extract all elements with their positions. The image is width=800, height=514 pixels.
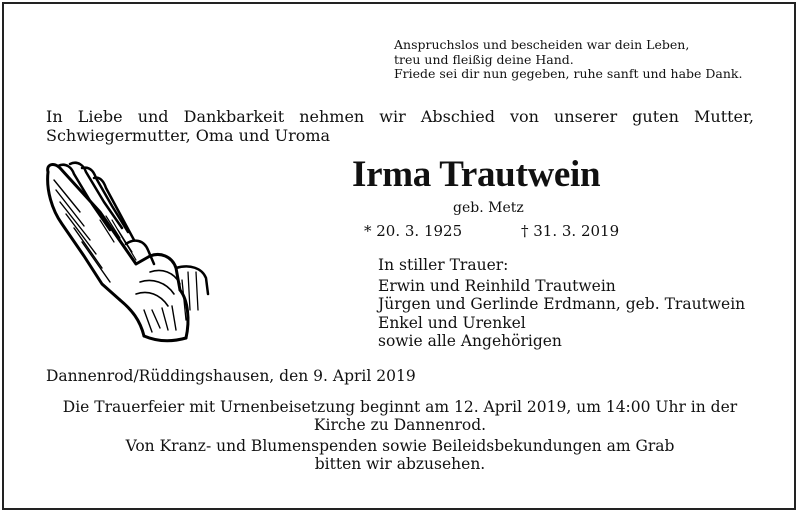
death-date: † 31. 3. 2019 [521,222,620,240]
mourners-heading: In stiller Trauer: [378,256,509,274]
funeral-notice-line: Kirche zu Dannenrod. [313,415,487,434]
donation-notice-line: bitten wir abzusehen. [314,454,486,473]
intro-line: In Liebe und Dankbarkeit nehmen wir Abschied von unserer guten Mutter, [46,107,754,126]
praying-hands-icon [40,160,210,345]
verse-line: Anspruchslos und bescheiden war dein Leben, [394,37,690,52]
funeral-notice [40,399,760,434]
birth-date: * 20. 3. 1925 [364,222,463,240]
donation-notice-line: Von Kranz- und Blumenspenden sowie Beileidsbekundungen am Grab [125,437,675,455]
donation-notice [40,438,760,473]
intro-text [46,108,754,145]
mourners-list [378,256,745,351]
verse [394,38,774,82]
maiden-name: geb. Metz [453,200,524,216]
mourner-line: sowie alle Angehörigen [378,332,562,350]
verse-line: treu und fleißig deine Hand. [394,51,574,67]
funeral-notice-line: Die Trauerfeier mit Urnenbeisetzung beginnt am 12. April 2019, um 14:00 Uhr in der [62,398,738,416]
intro-line: Schwiegermutter, Oma und Uroma [46,125,331,145]
deceased-name: Irma Trautwein [352,154,601,195]
mourner-line: Erwin und Reinhild Trautwein [378,276,616,295]
verse-line: Friede sei dir nun gegeben, ruhe sanft und habe Dank. [394,66,743,81]
mourner-line: Enkel und Urenkel [378,313,526,332]
place-date: Dannenrod/Rüddingshausen, den 9. April 2019 [46,367,416,385]
mourner-line: Jürgen und Gerlinde Erdmann, geb. Trautwein [378,295,746,313]
